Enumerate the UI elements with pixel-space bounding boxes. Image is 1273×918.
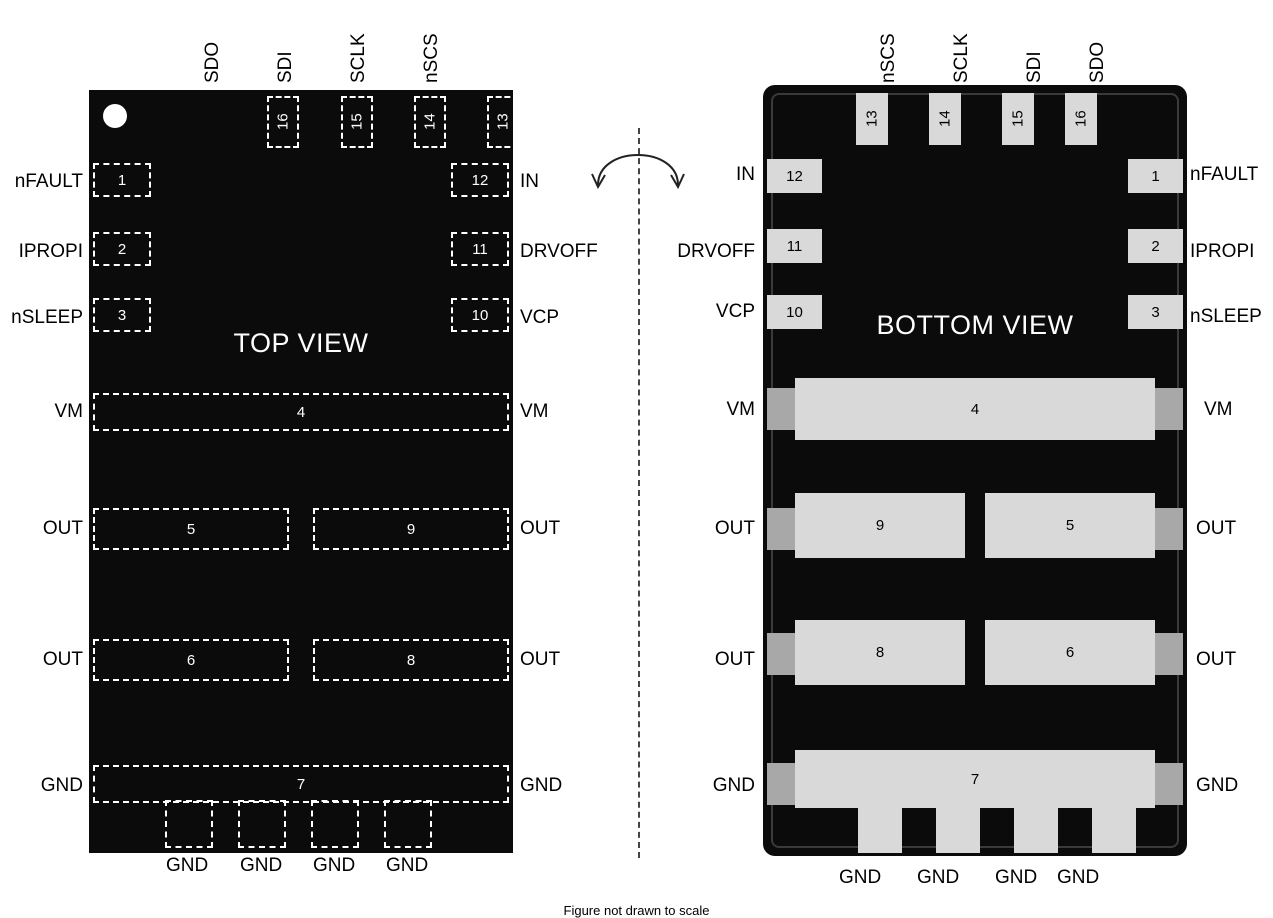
figure-footnote: Figure not drawn to scale xyxy=(563,903,710,918)
top-label-in: IN xyxy=(520,171,539,192)
mirror-axis-line xyxy=(638,128,640,858)
bottom-pin-2[interactable]: 2 xyxy=(1128,229,1183,263)
bottom-pin-10[interactable]: 10 xyxy=(767,295,822,329)
top-label-gnd-bottom-1: GND xyxy=(166,855,209,876)
top-pin-15[interactable]: 15 xyxy=(341,96,373,148)
top-label-gnd-right: GND xyxy=(520,775,563,796)
top-label-nfault: nFAULT xyxy=(14,171,83,192)
top-pad-7[interactable]: 7 xyxy=(93,765,509,803)
top-pin-12[interactable]: 12 xyxy=(451,163,509,197)
bottom-label-gnd-bottom-1: GND xyxy=(839,867,882,888)
top-label-out-left-1: OUT xyxy=(42,518,83,539)
top-pin-11[interactable]: 11 xyxy=(451,232,509,266)
bottom-label-vm-right: VM xyxy=(1204,399,1233,420)
top-label-out-left-2: OUT xyxy=(42,649,83,670)
bottom-pin-3[interactable]: 3 xyxy=(1128,295,1183,329)
bottom-label-vcp: VCP xyxy=(715,301,755,322)
top-gnd-tab-3[interactable] xyxy=(311,800,359,848)
bottom-pad-6[interactable]: 6 xyxy=(985,620,1155,685)
top-label-vm-right: VM xyxy=(520,401,549,422)
top-label-out-right-2: OUT xyxy=(520,649,561,670)
top-label-gnd-left: GND xyxy=(40,775,83,796)
bottom-label-nscs: nSCS xyxy=(878,33,899,83)
top-gnd-tab-4[interactable] xyxy=(384,800,432,848)
bottom-label-gnd-right: GND xyxy=(1196,775,1239,796)
bottom-label-nsleep: nSLEEP xyxy=(1190,306,1262,327)
bottom-label-sdi: SDI xyxy=(1024,51,1045,83)
top-pad-9[interactable]: 9 xyxy=(313,508,509,550)
bottom-view-package xyxy=(763,85,1187,856)
top-label-gnd-bottom-4: GND xyxy=(386,855,429,876)
top-label-sdi: SDI xyxy=(275,51,296,83)
bottom-view-inner-outline xyxy=(771,93,1179,848)
top-label-drvoff: DRVOFF xyxy=(520,241,598,262)
bottom-pin-14[interactable]: 14 xyxy=(929,93,961,145)
top-label-gnd-bottom-3: GND xyxy=(313,855,356,876)
top-pin-16[interactable]: 16 xyxy=(267,96,299,148)
bottom-label-drvoff: DRVOFF xyxy=(677,241,755,262)
bottom-gnd-tab-2[interactable] xyxy=(936,805,980,853)
pin1-orientation-dot xyxy=(103,104,127,128)
top-label-vm-left: VM xyxy=(54,401,83,422)
top-view-package xyxy=(89,90,513,853)
bottom-pin-15[interactable]: 15 xyxy=(1002,93,1034,145)
bottom-gnd-tab-4[interactable] xyxy=(1092,805,1136,853)
bottom-pad-7[interactable]: 7 xyxy=(795,750,1155,808)
top-label-nscs: nSCS xyxy=(421,33,442,83)
top-pad-6[interactable]: 6 xyxy=(93,639,289,681)
top-pin-3[interactable]: 3 xyxy=(93,298,151,332)
bottom-label-sclk: SCLK xyxy=(951,33,972,83)
top-label-sclk: SCLK xyxy=(348,33,369,83)
bottom-gnd-tab-3[interactable] xyxy=(1014,805,1058,853)
bottom-gnd-tab-1[interactable] xyxy=(858,805,902,853)
bottom-label-in: IN xyxy=(736,164,755,185)
bottom-pad-8[interactable]: 8 xyxy=(795,620,965,685)
top-label-out-right-1: OUT xyxy=(520,518,561,539)
top-pin-10[interactable]: 10 xyxy=(451,298,509,332)
bottom-label-out-left-1: OUT xyxy=(714,518,755,539)
bottom-pad-9[interactable]: 9 xyxy=(795,493,965,558)
top-pin-2[interactable]: 2 xyxy=(93,232,151,266)
bottom-label-out-left-2: OUT xyxy=(714,649,755,670)
bottom-label-gnd-left: GND xyxy=(712,775,755,796)
bottom-label-vm-left: VM xyxy=(726,399,755,420)
bottom-pad-4[interactable]: 4 xyxy=(795,378,1155,440)
top-pin-1[interactable]: 1 xyxy=(93,163,151,197)
bottom-pin-1[interactable]: 1 xyxy=(1128,159,1183,193)
top-label-gnd-bottom-2: GND xyxy=(240,855,283,876)
bottom-label-gnd-bottom-3: GND xyxy=(995,867,1038,888)
bottom-pad-5[interactable]: 5 xyxy=(985,493,1155,558)
bottom-pin-11[interactable]: 11 xyxy=(767,229,822,263)
top-pad-5[interactable]: 5 xyxy=(93,508,289,550)
bottom-pin-16[interactable]: 16 xyxy=(1065,93,1097,145)
bottom-view-title: BOTTOM VIEW xyxy=(876,310,1074,340)
top-pad-8[interactable]: 8 xyxy=(313,639,509,681)
top-label-sdo: SDO xyxy=(202,41,223,83)
bottom-label-nfault: nFAULT xyxy=(1190,164,1259,185)
bottom-pin-12[interactable]: 12 xyxy=(767,159,822,193)
top-gnd-tab-1[interactable] xyxy=(165,800,213,848)
bottom-label-gnd-bottom-2: GND xyxy=(917,867,960,888)
top-view-title: TOP VIEW xyxy=(233,328,369,358)
top-pin-14[interactable]: 14 xyxy=(414,96,446,148)
top-pin-13[interactable]: 13 xyxy=(487,96,519,148)
bottom-label-out-right-2: OUT xyxy=(1196,649,1237,670)
top-label-nsleep: nSLEEP xyxy=(11,307,83,328)
top-label-vcp: VCP xyxy=(520,307,560,328)
bottom-label-ipropi: IPROPI xyxy=(1190,241,1255,262)
bottom-pin-13[interactable]: 13 xyxy=(856,93,888,145)
bottom-label-out-right-1: OUT xyxy=(1196,518,1237,539)
top-label-ipropi: IPROPI xyxy=(18,241,83,262)
bottom-label-gnd-bottom-4: GND xyxy=(1057,867,1100,888)
bottom-label-sdo: SDO xyxy=(1087,41,1108,83)
top-pad-4[interactable]: 4 xyxy=(93,393,509,431)
top-gnd-tab-2[interactable] xyxy=(238,800,286,848)
